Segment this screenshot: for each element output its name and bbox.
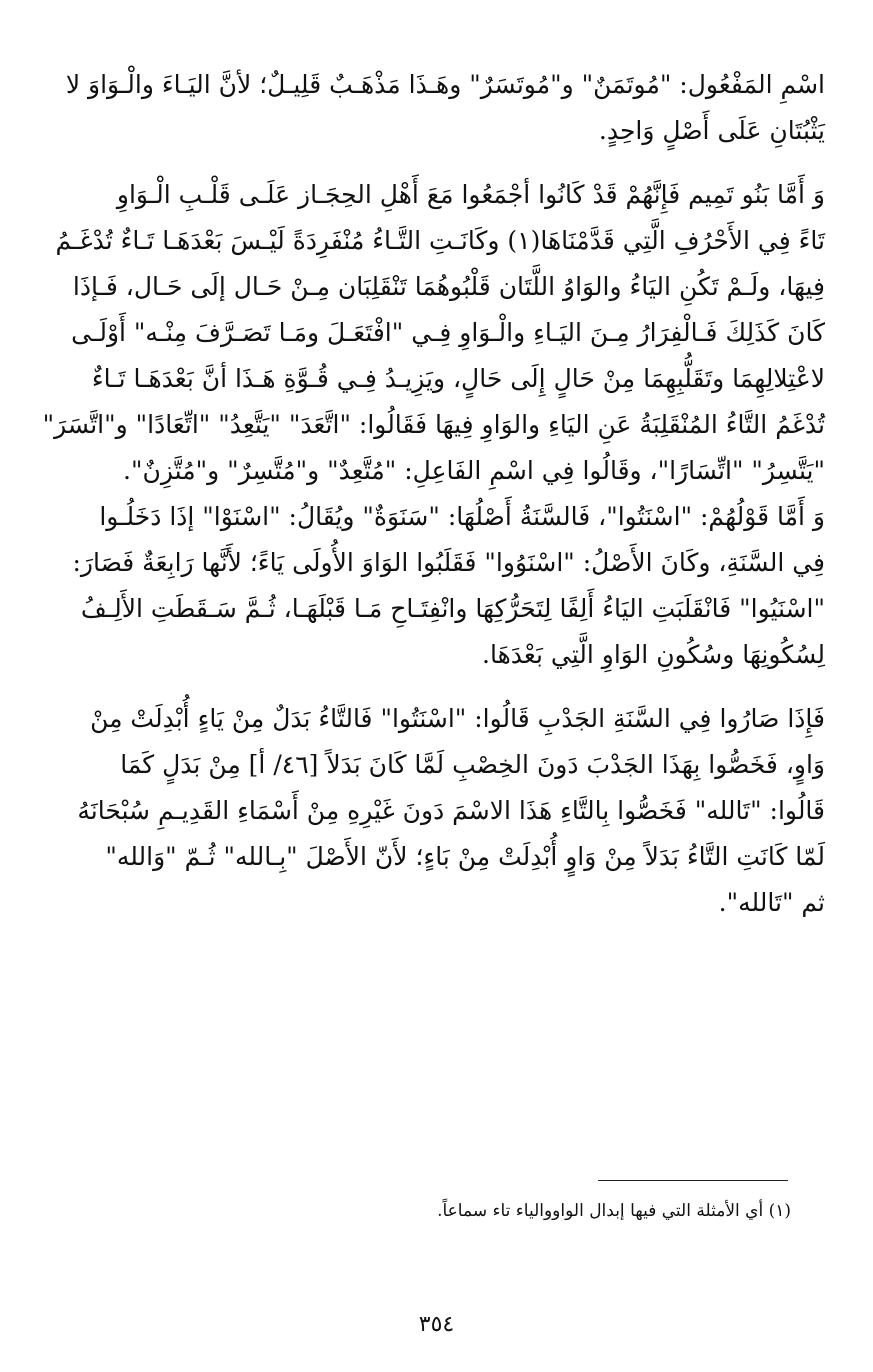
text-line: تُدْغَمُ التَّاءُ المُنْقَلِبَةُ عَنِ اليَاءِ والوَاوِ فِيهَا فَقَالُوا: "اتَّعَدَ" "يَتَّعِدُ" "اتِّعَادًا" و"اتَّسَرَ" (42, 410, 825, 439)
footnote-divider (598, 1180, 788, 1181)
text-line: قَالُوا: "تَالله" فَخَصُّوا بِالتَّاءِ هَذَا الاسْمَ دَونَ غَيْرِهِ مِنْ أَسْمَاءِ القَدِيـمِ سُبْحَانَهُ (77, 796, 825, 825)
text-line: "اسْنَيُوا" فَانْقَلَبَتِ اليَاءُ أَلِفًا لِتَحَرُّكِهَا وانْفِتَـاحِ مَـا قَبْلَهَـا، ثُـمَّ سَـقَطَتِ الأَلِـفُ (80, 594, 825, 623)
text-line: وَ أَمَّا بَنُو تَمِيم فَإِنَّهُمْ قَدْ كَانُوا أجْمَعُوا مَعَ أَهْلِ الحِجَـاز عَلَـى قَلْـبِ الْـوَاوِ (116, 180, 825, 209)
text-line: تَاءً فِي الأَحْرُفِ الَّتِي قَدَّمْنَاهَا(١) وكَانَـتِ التَّـاءُ مُنْفَرِدَةً لَيْـسَ بَعْدَهَـا تَـاءٌ تُدْغَـمُ (55, 226, 825, 255)
text-line: كَانَ كَذَلِكَ فَـالْفِرَارُ مِـنَ اليَـاءِ والْـوَاوِ فِـي "افْتَعَـلَ ومَـا تَصَـرَّفَ مِنْـه" أَوْلَـى (71, 318, 825, 347)
text-line: فِي السَّنَةِ، وكَانَ الأَصْلُ: "اسْنَوُوا" فَقَلَبُوا الوَاوَ الأُولَى يَاءً؛ لأَنَّها رَابِعَةٌ فَصَارَ: (72, 548, 825, 577)
paragraph-4 (40, 696, 825, 926)
text-line: يَثْبُتَانِ عَلَى أَصْلٍ وَاحِدٍ. (598, 116, 825, 145)
paragraph-1 (40, 62, 825, 154)
text-line: لِسُكُونِهَا وسُكُونِ الوَاوِ الَّتِي بَعْدَهَا. (482, 640, 825, 669)
text-line: فَإِذَا صَارُوا فِي السَّنَةِ الجَدْبِ قَالُوا: "اسْنَتُوا" فَالتَّاءُ بَدَلٌ مِنْ يَاءٍ أُبْدِلَتْ مِنْ (90, 704, 825, 733)
text-line: وَاوٍ، فَخَصُّوا بِهَذَا الجَدْبَ دَونَ الخِصْبِ لَمَّا كَانَ بَدَلاً [٤٦/ أ] مِنْ بَدَلٍ كَمَا (120, 750, 825, 779)
text-line: وَ أَمَّا قَوْلُهُمْ: "اسْنَتُوا"، فَالسَّنَةُ أَصْلُهَا: "سَنَوَةٌ" ويُقَالُ: "اسْنَوْا" إذَا دَخَلُـوا (99, 502, 825, 531)
text-line: لَمّا كَانَتِ التَّاءُ بَدَلاً مِنْ وَاوٍ أُبْدِلَتْ مِنْ بَاءٍ؛ لأَنّ الأَصْلَ "بِـالله" ثُـمّ "وَالله" (105, 842, 825, 871)
page-number: ٣٥٤ (418, 1312, 455, 1337)
text-line: ثم "تَالله". (718, 888, 825, 917)
footnote: (١) أي الأمثلة التي فيها إبدال الواووالياء تاء سماعاً. (437, 1201, 791, 1221)
paragraph-3 (40, 494, 825, 678)
text-line: "يَتَّسِرُ" "اتِّسَارًا"، وقَالُوا فِي اسْمِ الفَاعِلِ: "مُتَّعِدٌ" و"مُتَّسِرٌ" و"مُتَّزِنٌ". (123, 456, 825, 485)
main-text-body (40, 62, 825, 926)
paragraph-2 (40, 172, 825, 494)
text-line: لاعْتِلالِهِمَا وتَقَلُّبِهِمَا مِنْ حَالٍ إِلَى حَالٍ، ويَزِيـدُ فِـي قُـوَّةِ هَـذَا أنَّ بَعْدَهَـا تَـاءٌ (91, 364, 825, 393)
text-line: اسْمِ المَفْعُول: "مُوتَمَنٌ" و"مُوتَسَرٌ" وهَـذَا مَذْهَـبٌ قَلِيـلٌ؛ لأنَّ اليَـاءَ والْـوَاوَ لا (65, 70, 825, 99)
text-line: فِيهَا، ولَـمْ تَكُنِ اليَاءُ والوَاوُ اللَّتَان قَلْبُوهُمَا تَنْقَلِبَان مِـنْ حَـال إلَى حَـال، فَـإذَا (72, 272, 825, 301)
